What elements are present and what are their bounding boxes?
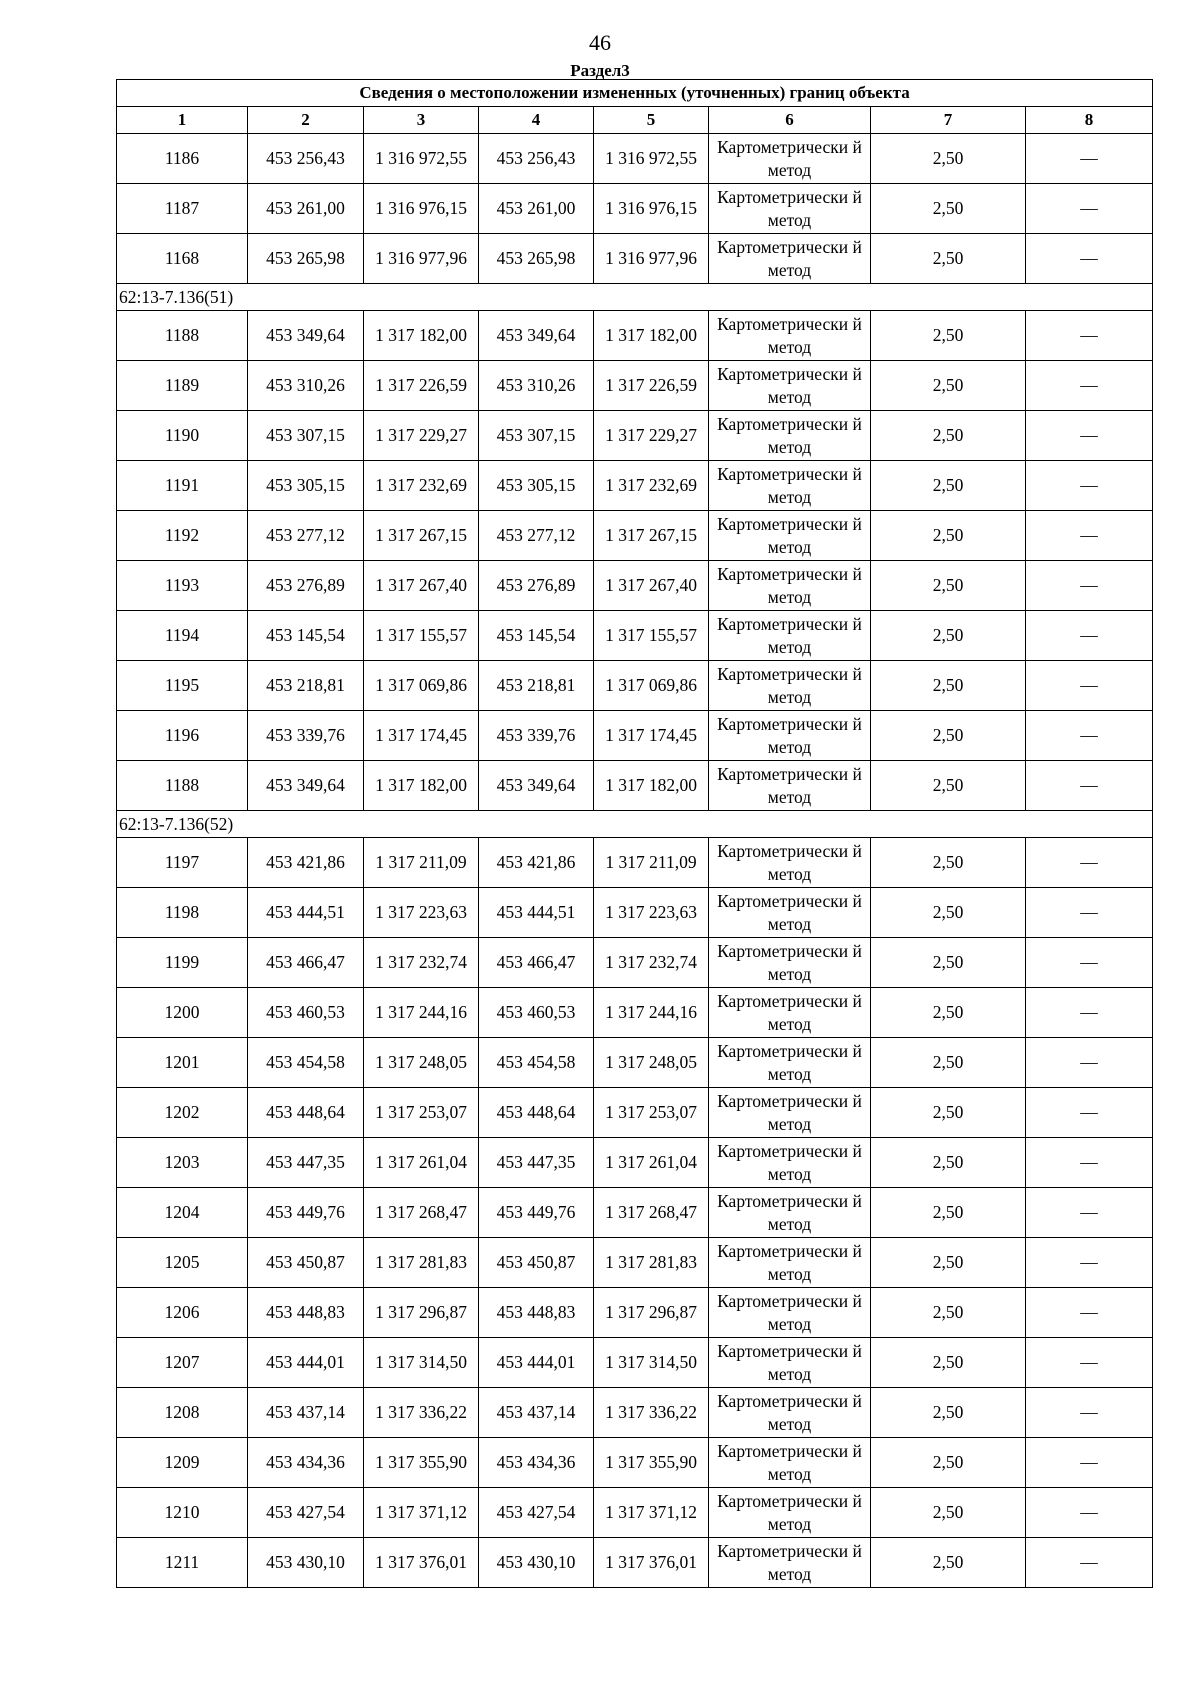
coordinate-x-new-cell: 453 218,81: [479, 661, 594, 711]
note-cell: —: [1026, 411, 1153, 461]
coordinate-y-existing-cell: 1 317 261,04: [364, 1138, 479, 1188]
method-cell: Картометрически й метод: [709, 761, 871, 811]
column-number: 2: [248, 107, 364, 134]
accuracy-cell: 2,50: [871, 1438, 1026, 1488]
method-cell: Картометрически й метод: [709, 1288, 871, 1338]
note-cell: —: [1026, 561, 1153, 611]
note-cell: —: [1026, 1288, 1153, 1338]
point-number-cell: 1188: [117, 761, 248, 811]
point-number-cell: 1197: [117, 838, 248, 888]
point-number-cell: 1200: [117, 988, 248, 1038]
coordinate-y-new-cell: 1 317 355,90: [594, 1438, 709, 1488]
coordinate-x-existing-cell: 453 305,15: [248, 461, 364, 511]
coordinate-x-new-cell: 453 444,51: [479, 888, 594, 938]
group-header-row: [117, 811, 1153, 838]
note-cell: —: [1026, 838, 1153, 888]
note-cell: —: [1026, 988, 1153, 1038]
coordinate-y-existing-cell: 1 317 296,87: [364, 1288, 479, 1338]
method-cell: Картометрически й метод: [709, 511, 871, 561]
method-cell: Картометрически й метод: [709, 1538, 871, 1588]
coordinate-y-new-cell: 1 317 232,69: [594, 461, 709, 511]
coordinate-y-existing-cell: 1 317 355,90: [364, 1438, 479, 1488]
table-row: [117, 134, 1153, 184]
coordinate-y-new-cell: 1 316 976,15: [594, 184, 709, 234]
table-row: [117, 611, 1153, 661]
coordinate-y-existing-cell: 1 317 069,86: [364, 661, 479, 711]
coordinate-y-existing-cell: 1 316 976,15: [364, 184, 479, 234]
coordinate-x-existing-cell: 453 434,36: [248, 1438, 364, 1488]
boundary-table: [116, 79, 1153, 1588]
accuracy-cell: 2,50: [871, 988, 1026, 1038]
coordinate-y-existing-cell: 1 317 253,07: [364, 1088, 479, 1138]
note-cell: —: [1026, 234, 1153, 284]
coordinate-x-new-cell: 453 256,43: [479, 134, 594, 184]
coordinate-x-existing-cell: 453 444,51: [248, 888, 364, 938]
column-number: 7: [871, 107, 1026, 134]
table-row: [117, 234, 1153, 284]
table-row: [117, 938, 1153, 988]
coordinate-x-new-cell: 453 450,87: [479, 1238, 594, 1288]
coordinate-x-existing-cell: 453 261,00: [248, 184, 364, 234]
point-number-cell: 1204: [117, 1188, 248, 1238]
point-number-cell: 1189: [117, 361, 248, 411]
coordinate-y-existing-cell: 1 317 314,50: [364, 1338, 479, 1388]
coordinate-y-existing-cell: 1 317 248,05: [364, 1038, 479, 1088]
note-cell: —: [1026, 134, 1153, 184]
coordinate-y-new-cell: 1 316 972,55: [594, 134, 709, 184]
accuracy-cell: 2,50: [871, 1388, 1026, 1438]
coordinate-x-new-cell: 453 261,00: [479, 184, 594, 234]
table-row: [117, 461, 1153, 511]
coordinate-y-new-cell: 1 317 296,87: [594, 1288, 709, 1338]
accuracy-cell: 2,50: [871, 711, 1026, 761]
note-cell: —: [1026, 711, 1153, 761]
accuracy-cell: 2,50: [871, 938, 1026, 988]
coordinate-y-existing-cell: 1 317 232,69: [364, 461, 479, 511]
table-row: [117, 1388, 1153, 1438]
coordinate-y-new-cell: 1 317 267,15: [594, 511, 709, 561]
method-cell: Картометрически й метод: [709, 234, 871, 284]
table-row: [117, 1288, 1153, 1338]
coordinate-y-new-cell: 1 317 314,50: [594, 1338, 709, 1388]
column-number: 8: [1026, 107, 1153, 134]
method-cell: Картометрически й метод: [709, 1338, 871, 1388]
note-cell: —: [1026, 611, 1153, 661]
table-row: [117, 1338, 1153, 1388]
note-cell: —: [1026, 661, 1153, 711]
method-cell: Картометрически й метод: [709, 611, 871, 661]
coordinate-y-new-cell: 1 317 267,40: [594, 561, 709, 611]
coordinate-y-new-cell: 1 317 244,16: [594, 988, 709, 1038]
coordinate-y-new-cell: 1 317 371,12: [594, 1488, 709, 1538]
coordinate-y-new-cell: 1 317 229,27: [594, 411, 709, 461]
method-cell: Картометрически й метод: [709, 1188, 871, 1238]
point-number-cell: 1196: [117, 711, 248, 761]
coordinate-x-new-cell: 453 307,15: [479, 411, 594, 461]
note-cell: —: [1026, 1138, 1153, 1188]
coordinate-x-existing-cell: 453 449,76: [248, 1188, 364, 1238]
method-cell: Картометрически й метод: [709, 134, 871, 184]
method-cell: Картометрически й метод: [709, 311, 871, 361]
point-number-cell: 1211: [117, 1538, 248, 1588]
point-number-cell: 1203: [117, 1138, 248, 1188]
coordinate-x-new-cell: 453 434,36: [479, 1438, 594, 1488]
note-cell: —: [1026, 1088, 1153, 1138]
coordinate-x-new-cell: 453 421,86: [479, 838, 594, 888]
coordinate-y-existing-cell: 1 317 226,59: [364, 361, 479, 411]
coordinate-x-existing-cell: 453 145,54: [248, 611, 364, 661]
point-number-cell: 1208: [117, 1388, 248, 1438]
note-cell: —: [1026, 761, 1153, 811]
coordinate-y-new-cell: 1 317 223,63: [594, 888, 709, 938]
coordinate-y-existing-cell: 1 317 371,12: [364, 1488, 479, 1538]
coordinate-x-new-cell: 453 454,58: [479, 1038, 594, 1088]
accuracy-cell: 2,50: [871, 888, 1026, 938]
table-caption-row: [117, 80, 1153, 107]
table-row: [117, 1438, 1153, 1488]
coordinate-x-existing-cell: 453 265,98: [248, 234, 364, 284]
coordinate-y-existing-cell: 1 317 223,63: [364, 888, 479, 938]
note-cell: —: [1026, 1188, 1153, 1238]
accuracy-cell: 2,50: [871, 611, 1026, 661]
method-cell: Картометрически й метод: [709, 1438, 871, 1488]
accuracy-cell: 2,50: [871, 411, 1026, 461]
point-number-cell: 1187: [117, 184, 248, 234]
coordinate-x-existing-cell: 453 277,12: [248, 511, 364, 561]
coordinate-y-existing-cell: 1 317 244,16: [364, 988, 479, 1038]
method-cell: Картометрически й метод: [709, 711, 871, 761]
note-cell: —: [1026, 1038, 1153, 1088]
accuracy-cell: 2,50: [871, 311, 1026, 361]
note-cell: —: [1026, 938, 1153, 988]
accuracy-cell: 2,50: [871, 1338, 1026, 1388]
method-cell: Картометрически й метод: [709, 1238, 871, 1288]
method-cell: Картометрически й метод: [709, 988, 871, 1038]
coordinate-x-new-cell: 453 430,10: [479, 1538, 594, 1588]
coordinate-y-existing-cell: 1 317 376,01: [364, 1538, 479, 1588]
note-cell: —: [1026, 1438, 1153, 1488]
coordinate-x-new-cell: 453 145,54: [479, 611, 594, 661]
note-cell: —: [1026, 184, 1153, 234]
table-row: [117, 988, 1153, 1038]
coordinate-x-existing-cell: 453 307,15: [248, 411, 364, 461]
coordinate-y-existing-cell: 1 317 268,47: [364, 1188, 479, 1238]
coordinate-y-new-cell: 1 317 174,45: [594, 711, 709, 761]
point-number-cell: 1193: [117, 561, 248, 611]
point-number-cell: 1190: [117, 411, 248, 461]
accuracy-cell: 2,50: [871, 761, 1026, 811]
point-number-cell: 1186: [117, 134, 248, 184]
accuracy-cell: 2,50: [871, 461, 1026, 511]
accuracy-cell: 2,50: [871, 1538, 1026, 1588]
method-cell: Картометрически й метод: [709, 838, 871, 888]
table-row: [117, 511, 1153, 561]
table-row: [117, 711, 1153, 761]
column-number: 5: [594, 107, 709, 134]
coordinate-y-new-cell: 1 317 226,59: [594, 361, 709, 411]
table-body: [117, 80, 1153, 1588]
point-number-cell: 1188: [117, 311, 248, 361]
column-number: 3: [364, 107, 479, 134]
coordinate-y-existing-cell: 1 317 182,00: [364, 311, 479, 361]
coordinate-x-new-cell: 453 447,35: [479, 1138, 594, 1188]
point-number-cell: 1209: [117, 1438, 248, 1488]
table-row: [117, 311, 1153, 361]
column-number: 1: [117, 107, 248, 134]
note-cell: —: [1026, 1538, 1153, 1588]
note-cell: —: [1026, 311, 1153, 361]
coordinate-y-existing-cell: 1 316 977,96: [364, 234, 479, 284]
table-row: [117, 838, 1153, 888]
page-number: 46: [589, 30, 611, 55]
coordinate-x-new-cell: 453 437,14: [479, 1388, 594, 1438]
table-row: [117, 761, 1153, 811]
point-number-cell: 1206: [117, 1288, 248, 1338]
coordinate-y-existing-cell: 1 317 267,40: [364, 561, 479, 611]
table-row: [117, 888, 1153, 938]
accuracy-cell: 2,50: [871, 561, 1026, 611]
note-cell: —: [1026, 1488, 1153, 1538]
coordinate-x-existing-cell: 453 276,89: [248, 561, 364, 611]
accuracy-cell: 2,50: [871, 1188, 1026, 1238]
coordinate-x-new-cell: 453 349,64: [479, 761, 594, 811]
coordinate-x-new-cell: 453 265,98: [479, 234, 594, 284]
coordinate-x-new-cell: 453 310,26: [479, 361, 594, 411]
point-number-cell: 1195: [117, 661, 248, 711]
coordinate-y-existing-cell: 1 317 336,22: [364, 1388, 479, 1438]
method-cell: Картометрически й метод: [709, 1088, 871, 1138]
method-cell: Картометрически й метод: [709, 411, 871, 461]
coordinate-y-new-cell: 1 317 182,00: [594, 311, 709, 361]
coordinate-x-existing-cell: 453 466,47: [248, 938, 364, 988]
note-cell: —: [1026, 361, 1153, 411]
table-caption: Сведения о местоположении измененных (уточненных) границ объекта: [117, 80, 1153, 107]
coordinate-y-new-cell: 1 317 069,86: [594, 661, 709, 711]
table-row: [117, 1138, 1153, 1188]
coordinate-x-existing-cell: 453 460,53: [248, 988, 364, 1038]
coordinate-x-existing-cell: 453 421,86: [248, 838, 364, 888]
method-cell: Картометрически й метод: [709, 1388, 871, 1438]
accuracy-cell: 2,50: [871, 234, 1026, 284]
coordinate-x-existing-cell: 453 430,10: [248, 1538, 364, 1588]
coordinate-y-new-cell: 1 317 281,83: [594, 1238, 709, 1288]
coordinate-y-new-cell: 1 317 253,07: [594, 1088, 709, 1138]
coordinate-x-existing-cell: 453 349,64: [248, 311, 364, 361]
method-cell: Картометрически й метод: [709, 1138, 871, 1188]
coordinate-x-existing-cell: 453 427,54: [248, 1488, 364, 1538]
coordinate-x-new-cell: 453 466,47: [479, 938, 594, 988]
point-number-cell: 1205: [117, 1238, 248, 1288]
coordinate-y-existing-cell: 1 317 232,74: [364, 938, 479, 988]
method-cell: Картометрически й метод: [709, 1488, 871, 1538]
coordinate-y-existing-cell: 1 317 267,15: [364, 511, 479, 561]
point-number-cell: 1207: [117, 1338, 248, 1388]
table-row: [117, 1038, 1153, 1088]
point-number-cell: 1192: [117, 511, 248, 561]
coordinate-y-existing-cell: 1 317 182,00: [364, 761, 479, 811]
table-row: [117, 184, 1153, 234]
coordinate-y-new-cell: 1 317 232,74: [594, 938, 709, 988]
accuracy-cell: 2,50: [871, 511, 1026, 561]
table-row: [117, 1088, 1153, 1138]
note-cell: —: [1026, 461, 1153, 511]
coordinate-x-new-cell: 453 277,12: [479, 511, 594, 561]
coordinate-y-new-cell: 1 317 261,04: [594, 1138, 709, 1188]
coordinate-x-new-cell: 453 448,83: [479, 1288, 594, 1338]
coordinate-x-new-cell: 453 349,64: [479, 311, 594, 361]
method-cell: Картометрически й метод: [709, 561, 871, 611]
point-number-cell: 1191: [117, 461, 248, 511]
coordinate-x-existing-cell: 453 256,43: [248, 134, 364, 184]
parcel-number: 62:13-7.136(52): [117, 811, 1153, 838]
column-numbers-row: [117, 107, 1153, 134]
table-row: [117, 1488, 1153, 1538]
coordinate-x-existing-cell: 453 218,81: [248, 661, 364, 711]
accuracy-cell: 2,50: [871, 661, 1026, 711]
parcel-number: 62:13-7.136(51): [117, 284, 1153, 311]
coordinate-y-new-cell: 1 316 977,96: [594, 234, 709, 284]
coordinate-x-existing-cell: 453 437,14: [248, 1388, 364, 1438]
coordinate-x-existing-cell: 453 448,83: [248, 1288, 364, 1338]
table-row: [117, 361, 1153, 411]
accuracy-cell: 2,50: [871, 361, 1026, 411]
coordinate-y-existing-cell: 1 317 229,27: [364, 411, 479, 461]
table-row: [117, 1238, 1153, 1288]
coordinate-x-existing-cell: 453 339,76: [248, 711, 364, 761]
table-row: [117, 661, 1153, 711]
accuracy-cell: 2,50: [871, 184, 1026, 234]
coordinate-x-existing-cell: 453 448,64: [248, 1088, 364, 1138]
coordinate-x-existing-cell: 453 454,58: [248, 1038, 364, 1088]
coordinate-x-existing-cell: 453 444,01: [248, 1338, 364, 1388]
coordinate-y-existing-cell: 1 317 155,57: [364, 611, 479, 661]
column-number: 4: [479, 107, 594, 134]
note-cell: —: [1026, 1238, 1153, 1288]
method-cell: Картометрически й метод: [709, 361, 871, 411]
section-title: Раздел3: [570, 61, 630, 80]
point-number-cell: 1168: [117, 234, 248, 284]
accuracy-cell: 2,50: [871, 1138, 1026, 1188]
method-cell: Картометрически й метод: [709, 661, 871, 711]
accuracy-cell: 2,50: [871, 1288, 1026, 1338]
point-number-cell: 1194: [117, 611, 248, 661]
method-cell: Картометрически й метод: [709, 888, 871, 938]
coordinate-x-existing-cell: 453 450,87: [248, 1238, 364, 1288]
coordinate-x-new-cell: 453 276,89: [479, 561, 594, 611]
coordinate-y-new-cell: 1 317 336,22: [594, 1388, 709, 1438]
coordinate-y-new-cell: 1 317 248,05: [594, 1038, 709, 1088]
coordinate-x-new-cell: 453 339,76: [479, 711, 594, 761]
point-number-cell: 1198: [117, 888, 248, 938]
coordinate-x-new-cell: 453 444,01: [479, 1338, 594, 1388]
coordinate-x-new-cell: 453 460,53: [479, 988, 594, 1038]
note-cell: —: [1026, 1338, 1153, 1388]
accuracy-cell: 2,50: [871, 838, 1026, 888]
accuracy-cell: 2,50: [871, 1088, 1026, 1138]
point-number-cell: 1210: [117, 1488, 248, 1538]
coordinate-x-existing-cell: 453 349,64: [248, 761, 364, 811]
coordinate-y-existing-cell: 1 316 972,55: [364, 134, 479, 184]
table-row: [117, 411, 1153, 461]
coordinate-y-existing-cell: 1 317 281,83: [364, 1238, 479, 1288]
coordinate-x-new-cell: 453 305,15: [479, 461, 594, 511]
point-number-cell: 1201: [117, 1038, 248, 1088]
table-row: [117, 1538, 1153, 1588]
point-number-cell: 1199: [117, 938, 248, 988]
table-row: [117, 561, 1153, 611]
coordinate-x-existing-cell: 453 447,35: [248, 1138, 364, 1188]
table-row: [117, 1188, 1153, 1238]
method-cell: Картометрически й метод: [709, 938, 871, 988]
method-cell: Картометрически й метод: [709, 1038, 871, 1088]
coordinate-x-new-cell: 453 427,54: [479, 1488, 594, 1538]
note-cell: —: [1026, 1388, 1153, 1438]
note-cell: —: [1026, 511, 1153, 561]
column-number: 6: [709, 107, 871, 134]
accuracy-cell: 2,50: [871, 1038, 1026, 1088]
coordinate-y-existing-cell: 1 317 211,09: [364, 838, 479, 888]
coordinate-x-new-cell: 453 449,76: [479, 1188, 594, 1238]
accuracy-cell: 2,50: [871, 134, 1026, 184]
method-cell: Картометрически й метод: [709, 461, 871, 511]
note-cell: —: [1026, 888, 1153, 938]
coordinate-y-new-cell: 1 317 376,01: [594, 1538, 709, 1588]
method-cell: Картометрически й метод: [709, 184, 871, 234]
coordinate-y-new-cell: 1 317 268,47: [594, 1188, 709, 1238]
accuracy-cell: 2,50: [871, 1488, 1026, 1538]
coordinate-y-new-cell: 1 317 211,09: [594, 838, 709, 888]
group-header-row: [117, 284, 1153, 311]
coordinate-x-existing-cell: 453 310,26: [248, 361, 364, 411]
coordinate-x-new-cell: 453 448,64: [479, 1088, 594, 1138]
coordinate-y-existing-cell: 1 317 174,45: [364, 711, 479, 761]
coordinate-y-new-cell: 1 317 155,57: [594, 611, 709, 661]
accuracy-cell: 2,50: [871, 1238, 1026, 1288]
point-number-cell: 1202: [117, 1088, 248, 1138]
coordinate-y-new-cell: 1 317 182,00: [594, 761, 709, 811]
